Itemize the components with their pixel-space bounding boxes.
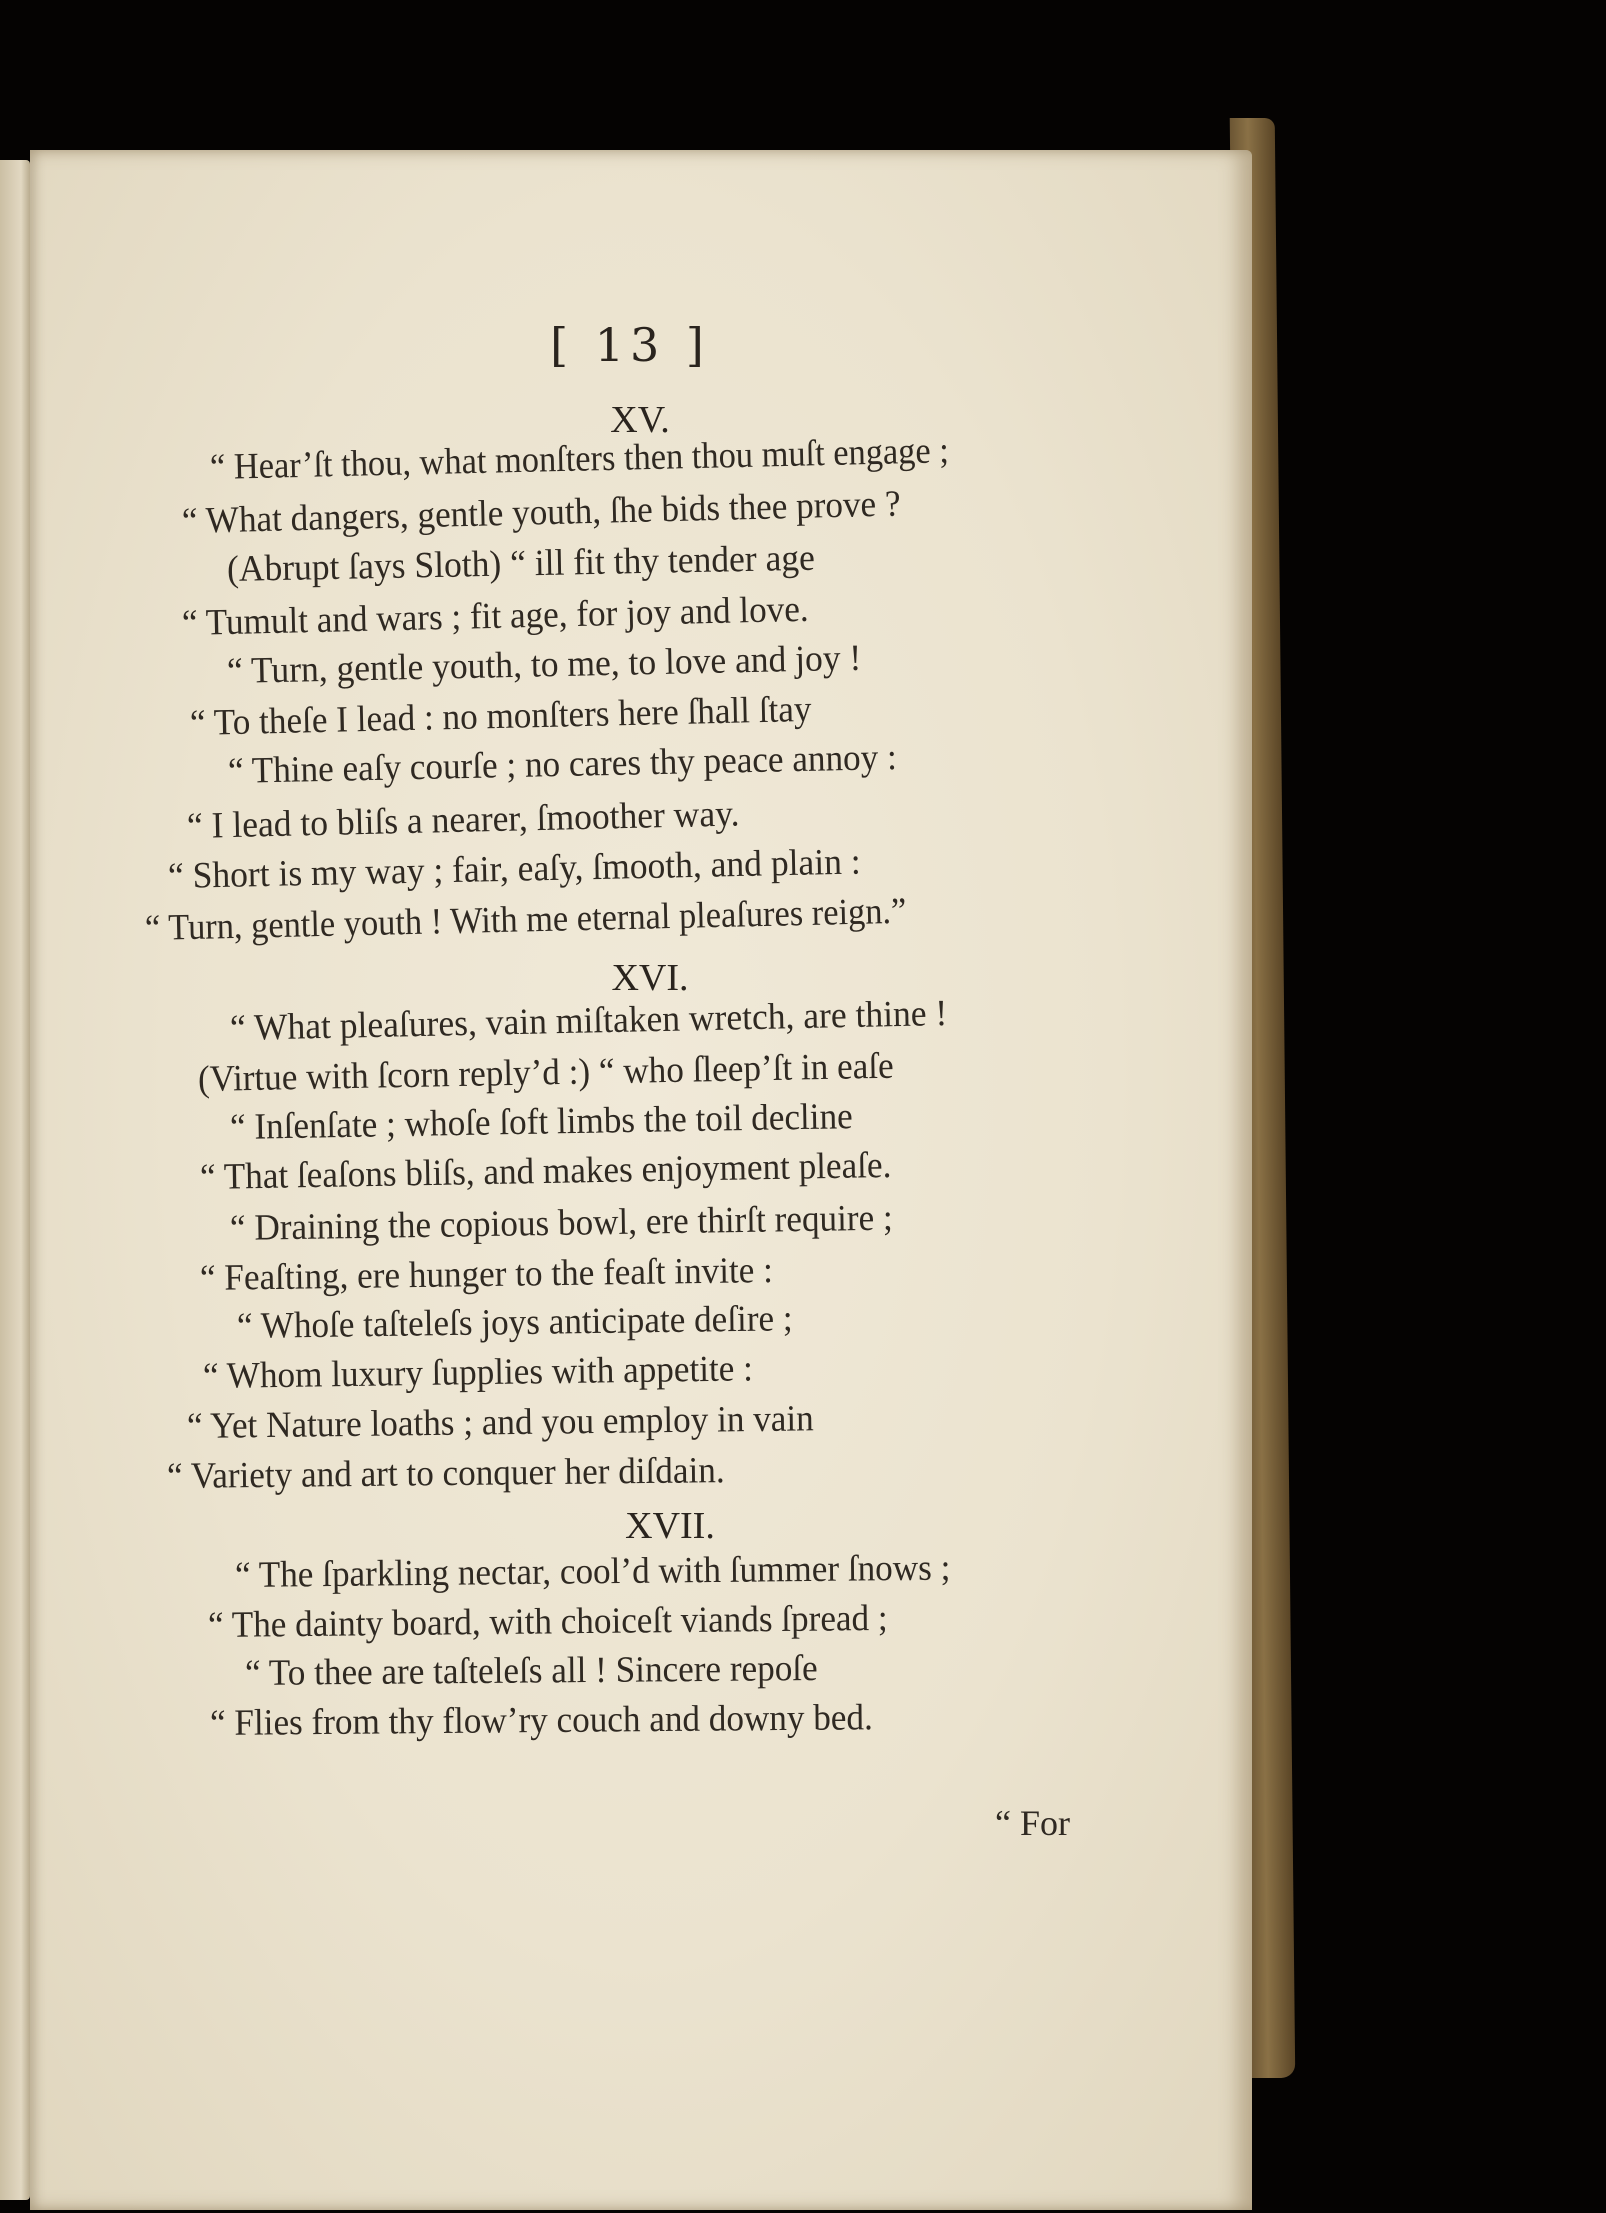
verse-line: “ To thee are taſteleſs all ! Sincere repoſe (244, 1648, 818, 1694)
stanza-heading-xvi: XVI. (611, 957, 689, 999)
verse-line: “ Whoſe taſteleſs joys anticipate deſire ; (236, 1298, 793, 1347)
stanza-heading-xv: XV. (610, 399, 670, 441)
verse-line: “ Inſenſate ; whoſe ſoft limbs the toil decline (229, 1096, 854, 1148)
page-number: [ 13 ] (550, 318, 710, 372)
verse-line: (Virtue with ſcorn reply’d :) “ who ſleep’ſt in eaſe (197, 1045, 895, 1100)
verse-line: “ I lead to bliſs a nearer, ſmoother way. (186, 793, 740, 847)
stanza-heading-xvii: XVII. (625, 1505, 715, 1547)
verse-line: “ Hear’ſt thou, what monſters then thou muſt engage ; (209, 430, 950, 488)
verse-line: “ What pleaſures, vain miſtaken wretch, are thine ! (229, 992, 948, 1049)
verse-line: “ Short is my way ; fair, eaſy, ſmooth, and plain : (167, 841, 862, 897)
verse-line: “ That ſeaſons bliſs, and makes enjoyment pleaſe. (199, 1144, 892, 1198)
verse-line: “ Tumult and wars ; fit age, for joy and love. (181, 588, 810, 644)
verse-line: “ To theſe I lead : no monſters here ſhall ſtay (189, 688, 812, 744)
verse-line: “ Turn, gentle youth ! With me eternal pleaſures reign.” (144, 890, 907, 949)
verse-line: “ Draining the copious bowl, ere thirſt require ; (229, 1197, 894, 1249)
verse-line: (Abrupt ſays Sloth) “ ill fit thy tender age (226, 537, 816, 590)
verse-line: “ Feaſting, ere hunger to the feaſt invite : (199, 1250, 774, 1299)
catchword: “ For (995, 1803, 1070, 1843)
verse-line: “ Whom luxury ſupplies with appetite : (202, 1348, 754, 1397)
book-page (30, 150, 1252, 2210)
verse-line: “ What dangers, gentle youth, ſhe bids thee prove ? (181, 483, 902, 542)
verse-line: “ Thine eaſy courſe ; no cares thy peace annoy : (227, 736, 898, 792)
previous-page-edge (0, 160, 30, 2200)
verse-line: “ Yet Nature loaths ; and you employ in vain (186, 1398, 814, 1447)
verse-line: “ Variety and art to conquer her diſdain. (166, 1450, 725, 1497)
verse-line: “ The dainty board, with choiceſt viands ſpread ; (207, 1597, 888, 1646)
verse-line: “ Turn, gentle youth, to me, to love and joy ! (226, 637, 862, 692)
verse-line: “ Flies from thy flow’ry couch and downy bed. (209, 1697, 873, 1744)
verse-line: “ The ſparkling nectar, cool’d with ſummer ſnows ; (234, 1547, 951, 1596)
